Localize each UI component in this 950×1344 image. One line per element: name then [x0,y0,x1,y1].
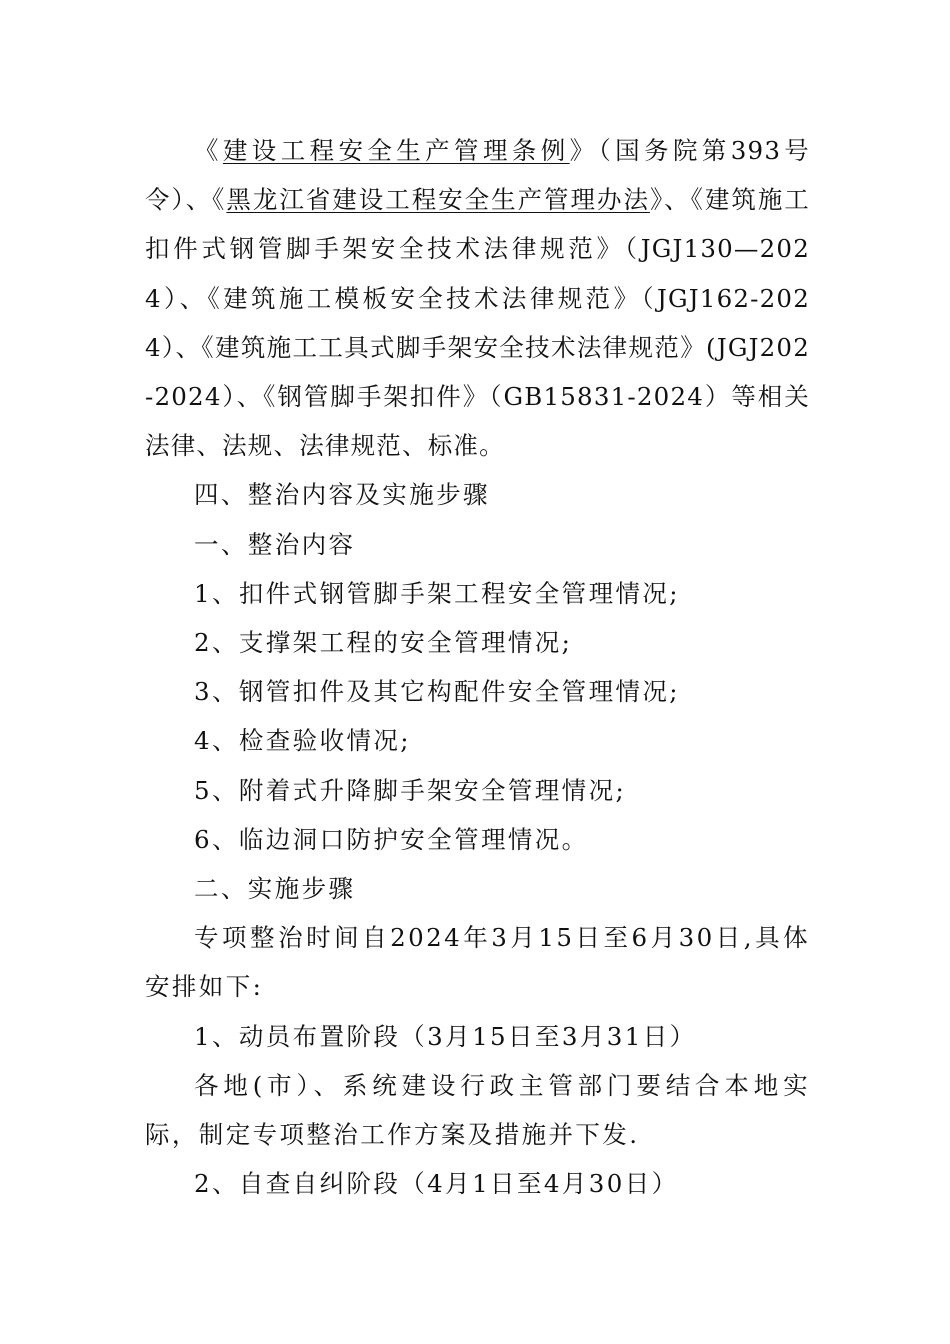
document-body [145,126,810,1208]
list-item: 5、附着式升降脚手架安全管理情况; [194,775,627,805]
text-segment: 》、《建筑施工扣件式钢管脚手架安全技术法律规范》（JGJ130—2024）、《建筑施工模板安全技术法律规范》（JGJ162-2024）、《建筑施工工具式脚手架安全技术法律规范》(JGJ202-2024）、《钢管脚手架扣件》（GB15831-2024）等相关法律、法规、法律规范、标准。 [145,185,810,461]
list-item: 6、临边洞口防护安全管理情况。 [194,824,589,854]
body-paragraph: 各地(市）、系统建设行政主管部门要结合本地实际，制定专项整治工作方案及措施并下发. [145,1070,810,1150]
subsection-heading: 一、整治内容 [194,529,356,559]
list-item: 3、钢管扣件及其它构配件安全管理情况; [194,677,680,707]
list-item: 4、检查验收情况; [194,726,411,756]
stage-heading: 2、自查自纠阶段（4月1日至4月30日） [194,1169,679,1199]
text-segment: 》（国务院第393号令）、《 [145,136,811,215]
list-item: 2、支撑架工程的安全管理情况; [194,628,573,658]
subsection-heading: 二、实施步骤 [194,874,356,904]
regulation-title-link: 黑龙江省建设工程安全生产管理办法 [226,185,650,215]
body-paragraph: 专项整治时间自2024年3月15日至6月30日,具体安排如下: [145,923,810,1002]
section-heading: 四、整治内容及实施步骤 [194,480,490,510]
list-item: 1、扣件式钢管脚手架工程安全管理情况; [194,578,680,608]
regulation-title-link: 建设工程安全生产管理条例 [222,136,570,165]
text-segment: 《 [194,136,223,165]
regulations-paragraph [145,126,810,470]
stage-heading: 1、动员布置阶段（3月15日至3月31日） [194,1021,697,1051]
